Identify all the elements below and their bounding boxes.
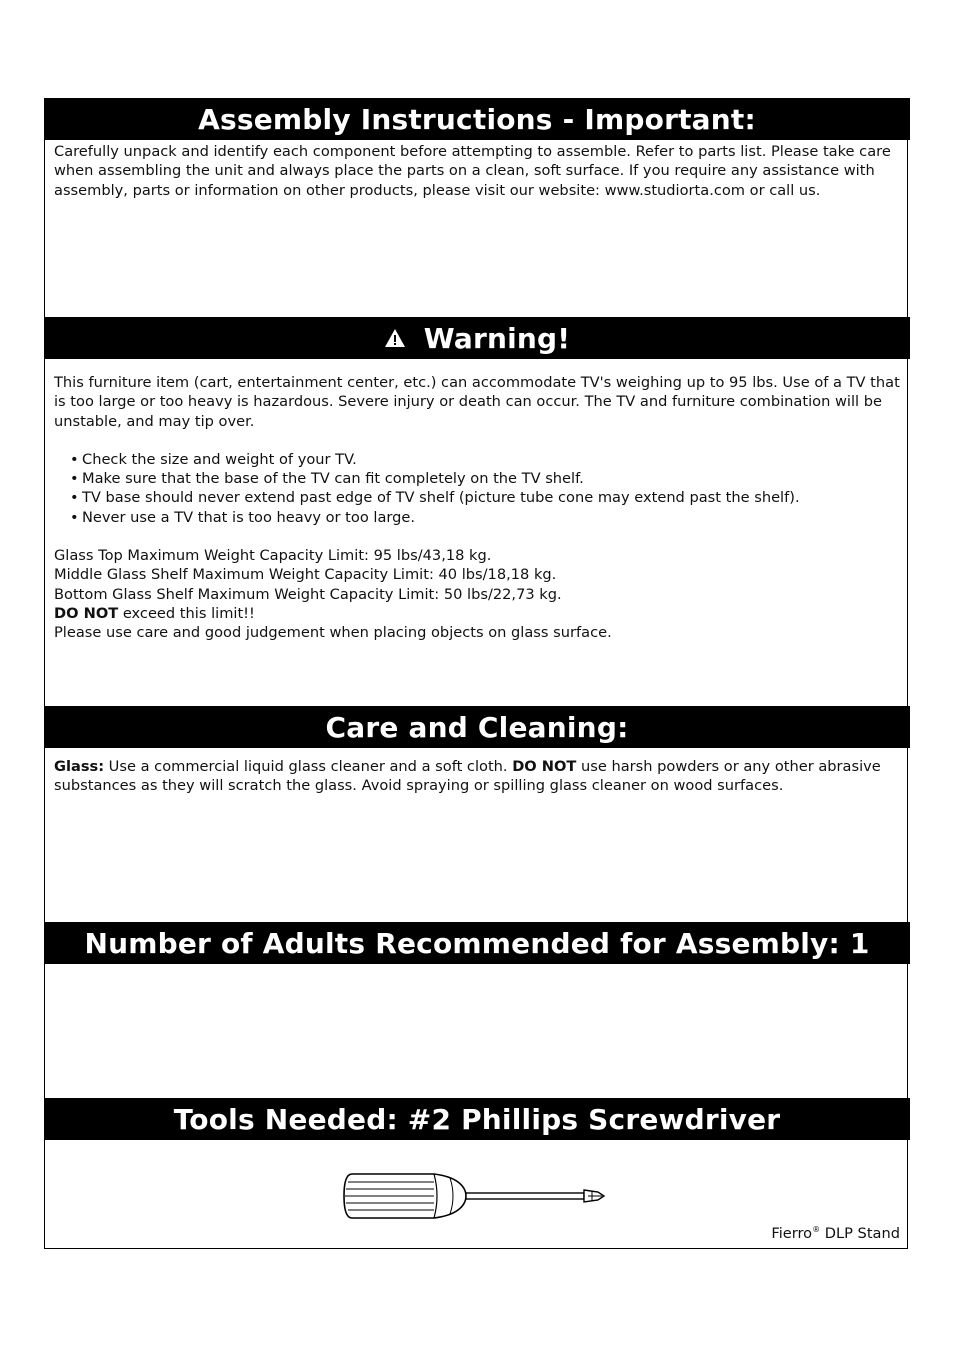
warning-body	[54, 373, 900, 643]
glass-top-limit: Glass Top Maximum Weight Capacity Limit: 95 lbs/43,18 kg.	[54, 547, 492, 565]
warning-bullet: • Make sure that the base of the TV can fit completely on the TV shelf.	[70, 469, 900, 488]
assembly-heading-bar	[44, 98, 910, 140]
care-heading: Care and Cleaning:	[325, 710, 629, 744]
warning-heading: Warning!	[423, 321, 571, 355]
footer-product-name	[771, 1225, 900, 1242]
warning-triangle-icon	[384, 328, 406, 348]
adults-heading-bar	[44, 922, 910, 964]
glass-label: Glass:	[54, 758, 105, 775]
assembly-heading: Assembly Instructions - Important:	[198, 102, 756, 136]
footer-product: Fierro	[771, 1225, 813, 1242]
assembly-text: Carefully unpack and identify each component before attempting to assemble. Refer to parts list. Please take care when assembling the unit and always place the parts on a clean, soft surface. If you require any assistance with assembly, parts or information on other products, please visit our website: www.studiorta.com or call us.	[54, 143, 891, 199]
footer-suffix: DLP Stand	[820, 1225, 900, 1242]
care-text-part2: use harsh powders or any other abrasive substances as they will scratch the glass. Avoid spraying or spilling glass cleaner on wood surfaces.	[54, 758, 881, 795]
do-not-label: DO NOT	[54, 604, 119, 622]
registered-mark: ®	[812, 1225, 821, 1235]
phillips-screwdriver-icon	[342, 1170, 606, 1226]
bottom-shelf-limit: Bottom Glass Shelf Maximum Weight Capacity Limit: 50 lbs/22,73 kg.	[54, 585, 562, 603]
warning-bullet: • TV base should never extend past edge of TV shelf (picture tube cone may extend past the shelf).	[70, 488, 900, 507]
warning-bullet-list	[54, 450, 900, 527]
adults-heading: Number of Adults Recommended for Assembly: 1	[84, 926, 870, 960]
assembly-body	[54, 142, 900, 200]
care-note: Please use care and good judgement when placing objects on glass surface.	[54, 624, 612, 642]
tools-heading-bar	[44, 1098, 910, 1140]
tools-heading: Tools Needed: #2 Phillips Screwdriver	[173, 1102, 781, 1136]
warning-bullet: • Never use a TV that is too heavy or too large.	[70, 508, 900, 527]
care-heading-bar	[44, 706, 910, 748]
care-text	[54, 757, 900, 796]
warning-bullet: • Check the size and weight of your TV.	[70, 450, 900, 469]
do-not-exceed-text: exceed this limit!!	[118, 604, 255, 622]
care-do-not-label: DO NOT	[512, 758, 577, 775]
care-text-part1: Use a commercial liquid glass cleaner and a soft cloth.	[104, 758, 513, 775]
care-body	[54, 757, 900, 796]
do-not-exceed-line	[54, 604, 900, 623]
middle-shelf-limit: Middle Glass Shelf Maximum Weight Capacity Limit: 40 lbs/18,18 kg.	[54, 566, 557, 584]
warning-heading-bar	[44, 317, 910, 359]
page-frame	[44, 98, 908, 1249]
warning-intro: This furniture item (cart, entertainment center, etc.) can accommodate TV's weighing up to 95 lbs. Use of a TV that is too large or too heavy is hazardous. Severe injury or death can occur. The TV and furniture combination will be unstable, and may tip over.	[54, 374, 900, 430]
